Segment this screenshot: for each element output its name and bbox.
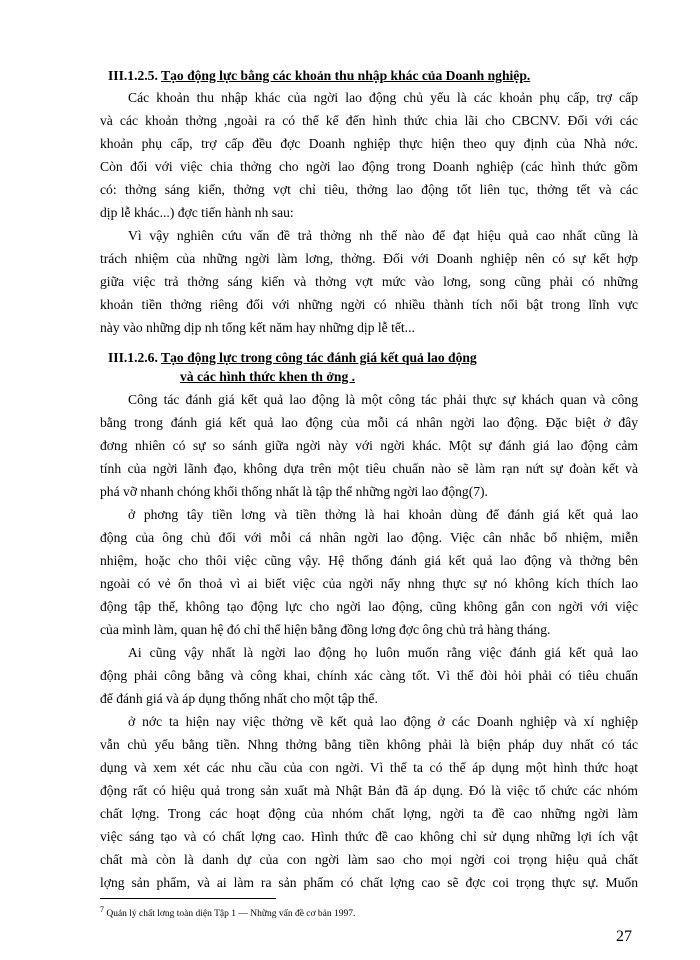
paragraph-line: tính của ngời lãnh đạo, không dựa trên một tiêu chuẩn nào sẽ làm rạn nứt sự đoàn kết và bbox=[100, 461, 638, 476]
paragraph-line: nhiệm, hoặc cho thôi việc cũng vậy. Hệ thống đánh giá kết quả lao động và thởng bên bbox=[100, 553, 638, 568]
paragraph-line: lợng sản phẩm, và ai làm ra sản phẩm có chất lợng cao sẽ đợc coi trọng thực sự. Muốn bbox=[100, 875, 638, 890]
footnote-text: Quản lý chất lơng toàn diện Tập 1 — Những vấn đề cơ bản 1997. bbox=[106, 909, 356, 920]
paragraph-line: Ai cũng vậy nhất là ngời lao động họ luôn muốn rằng việc đánh giá kết quả lao bbox=[128, 645, 638, 660]
section-title-2: Tạo động lực trong công tác đánh giá kết quả lao động bbox=[161, 350, 477, 365]
section-heading-2-continued bbox=[180, 369, 355, 385]
paragraph-line: Công tác đánh giá kết quả lao động là một công tác phải thực sự khách quan và công bbox=[128, 392, 638, 407]
paragraph-line: chất lợng. Trong các hoạt động của nhóm chất lợng, ngời ta đề cao những ngời làm bbox=[100, 806, 638, 821]
section-title-2-line-2: và các hình thức khen th ởng . bbox=[180, 369, 356, 384]
paragraph-line: giữa việc trả thởng sáng kiến và thởng vợt mức vào lơng, song cũng phải có những bbox=[100, 274, 638, 289]
paragraph-line: của mình làm, quan hệ đó chỉ thể hiện bằng đồng lơng đợc ông chủ trả hàng tháng. bbox=[100, 622, 551, 637]
footnote-divider bbox=[100, 898, 276, 899]
paragraph-line: bằng trong đánh giá kết quả lao động của mỗi cá nhân ngời lao động. Đặc biệt ở đây bbox=[100, 415, 638, 430]
footnote bbox=[100, 905, 355, 919]
paragraph-line: vẫn chủ yếu bằng tiền. Nhng thởng bằng tiền không phải là biện pháp duy nhất có tác bbox=[100, 737, 638, 752]
paragraph-line: Các khoản thu nhập khác của ngời lao động chủ yếu là các khoản phụ cấp, trợ cấp bbox=[128, 90, 638, 105]
paragraph-line: chất mà còn là danh dự của con ngời làm sao cho mọi ngời coi trọng hiệu quả chất bbox=[100, 852, 638, 867]
paragraph-line: có: thởng sáng kiến, thởng vợt chỉ tiêu, thởng lao động tốt liên tục, thởng tết và các bbox=[100, 182, 638, 197]
paragraph-line: động của ông chủ đối với mỗi cá nhân ngời lao động. Việc cân nhắc bổ nhiệm, miễn bbox=[100, 530, 638, 545]
paragraph-line: Vì vậy nghiên cứu vấn đề trả thởng nh thế nào để đạt hiệu quả cao nhất cũng là bbox=[128, 228, 638, 243]
paragraph-line: khoản phụ cấp, trợ cấp đều đợc Doanh nghiệp thực hiện theo quy định của Nhà nớc. bbox=[100, 136, 638, 151]
section-number-2: III.1.2.6. bbox=[108, 350, 158, 365]
section-heading-1 bbox=[108, 68, 530, 84]
paragraph-line: dụng và xem xét các nhu cầu của con ngời. Vì thế ta có thể áp dụng một hình thức hoạt bbox=[100, 760, 638, 775]
section-heading-2 bbox=[108, 350, 477, 366]
paragraph-line: ở nớc ta hiện nay việc thởng về kết quả lao động ở các Doanh nghiệp và xí nghiệp bbox=[128, 714, 638, 729]
paragraph-line: động tập thể, không tạo động lực cho ngời lao động, cũng không gắn con ngời với việc bbox=[100, 599, 638, 614]
section-title-1: Tạo động lực bằng các khoản thu nhập khác của Doanh nghiệp. bbox=[161, 68, 531, 83]
paragraph-line: Còn đối với việc chia thởng cho ngời lao động trong Doanh nghiệp (các hình thức gồm bbox=[100, 159, 638, 174]
paragraph-line: để đánh giá và áp dụng thống nhất cho một tập thể. bbox=[100, 691, 378, 706]
paragraph-line: động phải công bằng và công khai, chính xác càng tốt. Vì thế đòi hỏi phải có tiêu chuẩn bbox=[100, 668, 638, 683]
footnote-marker: 7 bbox=[100, 905, 104, 914]
paragraph-line: động rất có hiệu quả trong sản xuất mà Nhật Bản đã áp dụng. Đó là việc tổ chức các nhóm bbox=[100, 783, 638, 798]
section-number-1: III.1.2.5. bbox=[108, 68, 158, 83]
paragraph-line: ngoài có vẻ ổn thoả vì ai biết việc của ngời nấy nhng thực sự nó không kích thích lao bbox=[100, 576, 638, 591]
paragraph-line: này vào những dịp nh tổng kết năm hay những dịp lễ tết... bbox=[100, 320, 415, 335]
paragraph-line: trách nhiệm của những ngời làm lơng, thởng. Đối với Doanh nghiệp nên có sự kết hợp bbox=[100, 251, 638, 266]
paragraph-line: và các khoản thởng ,ngoài ra có thể kể đến hình thức chia lãi cho CBCNV. Đối với các bbox=[100, 113, 638, 128]
paragraph-line: khoản tiền thởng riêng đối với những ngời có nhiều thành tích nổi bật trong lĩnh vực bbox=[100, 297, 638, 312]
paragraph-line: dịp lễ khác...) đợc tiến hành nh sau: bbox=[100, 205, 294, 220]
paragraph-line: việc sáng tạo và có chất lợng cao. Hình thức đề cao không chỉ sử dụng những lợi ích vật bbox=[100, 829, 638, 844]
page-number: 27 bbox=[616, 928, 632, 945]
paragraph-line: đơng nhiên có sự so sánh giữa ngời này với ngời khác. Một sự đánh giá lao động cảm bbox=[100, 438, 638, 453]
paragraph-line: ở phơng tây tiền lơng và tiền thởng là hai khoản dùng để đánh giá kết quả lao bbox=[128, 507, 638, 522]
paragraph-line: phá vỡ nhanh chóng khối thống nhất là tập thể những ngời lao động(7). bbox=[100, 484, 488, 499]
